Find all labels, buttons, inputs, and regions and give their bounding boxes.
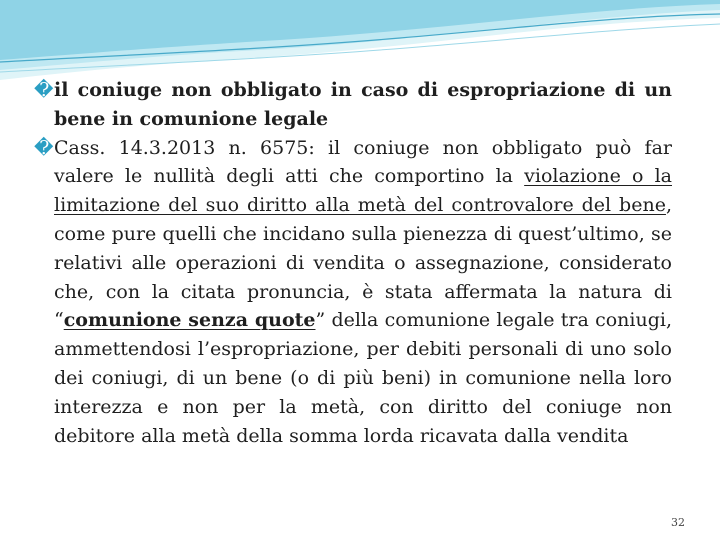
bullet-marker: � <box>34 136 54 159</box>
paragraph-text-part: ” della comunione legale tra coniugi, ammettendosi l’espropriazione, per debiti personali di uno solo dei coniugi, di un bene (o di più beni) in comunione nella loro interezza e non per la metà, con diritto del coniuge non debitore alla metà della somma lorda ricavata dalla vendita <box>54 309 672 447</box>
slide-body <box>34 76 672 450</box>
paragraph-text-part: Cass. 14.3.2013 n. 6575: il coniuge non obbligato può far valere le nullità degli atti che comportino la <box>54 136 672 188</box>
bullet-paragraph-1 <box>34 76 672 134</box>
page-number: 32 <box>671 516 685 529</box>
bullet-paragraph-2 <box>34 134 672 451</box>
bullet-marker: � <box>34 79 54 101</box>
paragraph-text-part: , come pure quelli che incidano sulla pienezza di quest’ultimo, se relativi alle operazioni di vendita o assegnazione, considerato che, con la citata pronuncia, è stata affermata la natura di “ <box>54 194 672 332</box>
paragraph-text: il coniuge non obbligato in caso di espropriazione di un bene in comunione legale <box>54 79 672 130</box>
underlined-text: violazione o la limitazione del suo diritto alla metà del controvalore del bene <box>54 165 672 217</box>
bold-underlined-text: comunione senza quote <box>63 309 316 332</box>
